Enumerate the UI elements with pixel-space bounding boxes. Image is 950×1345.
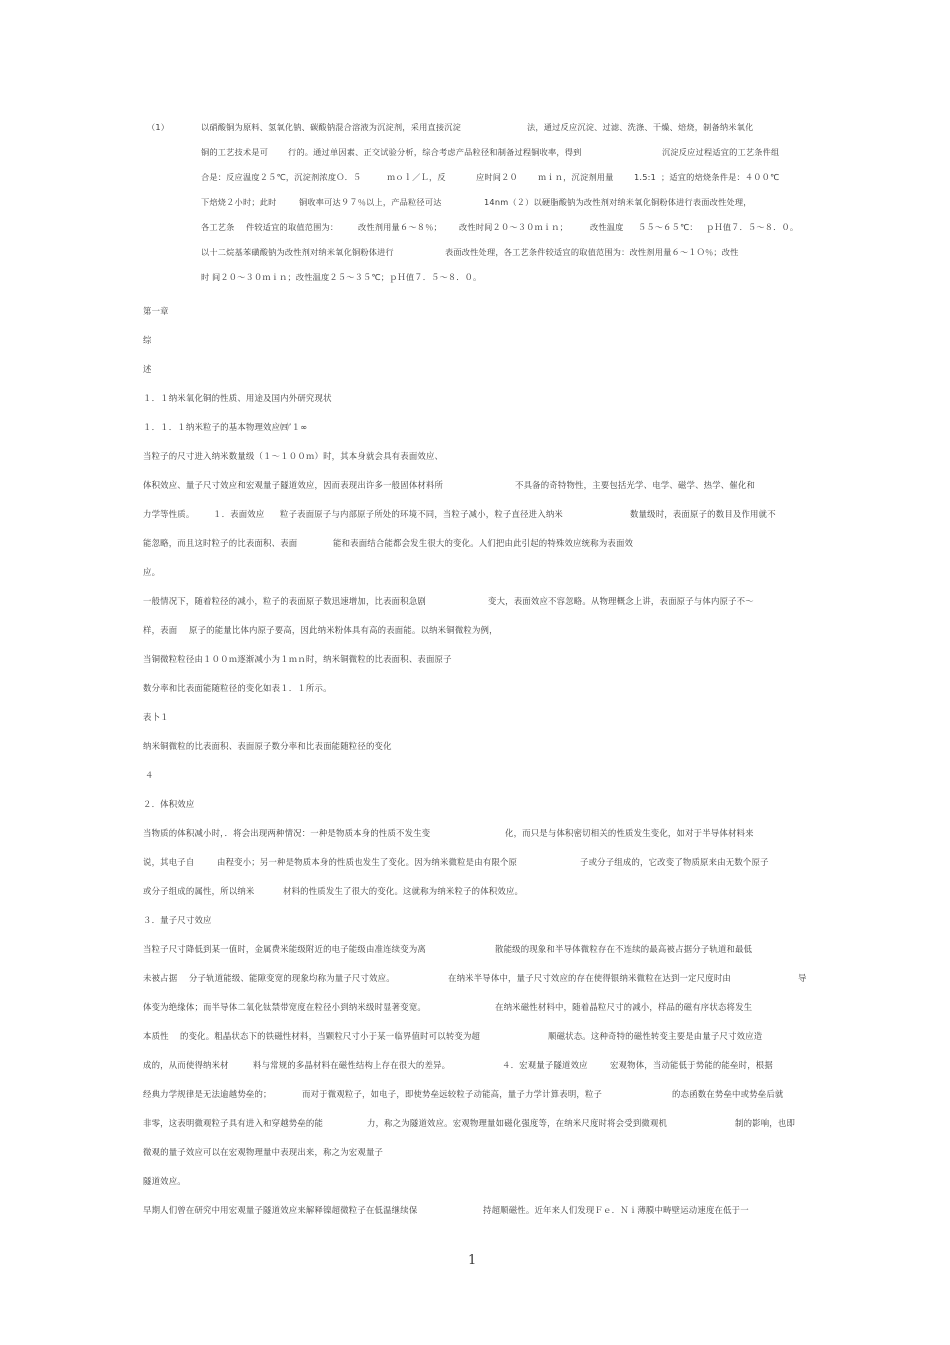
- text-segment: 14nm（２）以硬脂酸钠为改性剂对纳米氧化铜粉体进行表面改性处理，: [484, 197, 752, 207]
- text-segment: 材料的性质发生了很大的变化。这就称为纳米粒子的体积效应。: [283, 886, 524, 896]
- text-segment: 的态函数在势垒中或势垒后就: [672, 1089, 784, 1099]
- text-segment: 说，其电子自: [143, 857, 195, 867]
- text-segment: 非零，这表明微观粒子具有进入和穿越势垒的能: [143, 1118, 324, 1128]
- text-segment: 而对于微观粒子，如电子，即使势垒远较粒子动能高，量子力学计算表明，粒子: [302, 1089, 603, 1099]
- text-segment: ４: [145, 770, 154, 780]
- text-segment: ３．量子尺寸效应: [143, 915, 212, 925]
- text-segment: ；适宜的焙烧条件是：４００℃: [661, 172, 780, 182]
- text-segment: 铜收率可达９７％以上，产品粒径可达: [299, 197, 442, 207]
- text-segment: 综: [143, 335, 152, 345]
- text-segment: 成的，从而使得纳米材: [143, 1060, 229, 1070]
- text-segment: 改性时间２０～３０ｍｉｎ；: [459, 222, 569, 232]
- text-segment: 散能级的现象和半导体微粒存在不连续的最高被占据分子轨道和最低: [495, 944, 753, 954]
- text-segment: 粒子表面原子与内部原子所处的环境不同，当粒子减小，粒子直径进入纳米: [280, 509, 563, 519]
- text-segment: 改性剂用量６～８％；: [358, 222, 442, 232]
- text-segment: 合是：反应温度２５℃，沉淀剂浓度Ｏ．５: [201, 172, 362, 182]
- text-segment: 微观的量子效应可以在宏观物理量中表现出来，称之为宏观量子: [143, 1147, 384, 1157]
- text-segment: 1.5:1: [634, 172, 656, 182]
- text-segment: 体积效应、量子尺寸效应和宏观量子隧道效应，因而表现出许多一般固体材料所: [143, 480, 444, 490]
- text-segment: 述: [143, 364, 152, 374]
- text-segment: 一般情况下，随着粒径的减小，粒子的表面原子数迅速增加，比表面积急剧: [143, 596, 426, 606]
- text-segment: 体变为绝缘体；而半导体二氧化钛禁带宽度在粒径小到纳米级时显著变宽。: [143, 1002, 426, 1012]
- text-segment: 或分子组成的属性，所以纳米: [143, 886, 255, 896]
- text-segment: 隧道效应。: [143, 1176, 186, 1186]
- text-segment: 导: [798, 973, 807, 983]
- text-segment: ｍｏｌ／Ｌ，反: [387, 172, 446, 182]
- text-segment: ｍｉｎ，沉淀剂用量: [538, 172, 614, 182]
- text-segment: 沉淀反应过程适宜的工艺条件组: [662, 147, 780, 157]
- text-segment: １．１．１纳米粒子的基本物理效应㈣’１∞: [143, 422, 308, 432]
- text-segment: ５５～６５℃：: [638, 222, 698, 232]
- text-segment: 能和表面结合能都会发生很大的变化。人们把由此引起的特殊效应统称为表面效: [333, 538, 634, 548]
- text-segment: 化，而只是与体积密切相关的性质发生变化，如对于半导体材料来: [505, 828, 754, 838]
- text-segment: 数量级时，表面原子的数目及作用就不: [630, 509, 776, 519]
- text-segment: ｐＨ值７．５～８．０。: [706, 222, 799, 232]
- text-segment: 应时间２０: [476, 172, 518, 182]
- text-segment: 下焙烧２小时；此时: [201, 197, 277, 207]
- text-segment: 时: [201, 272, 210, 282]
- text-segment: 在纳米半导体中，量子尺寸效应的存在使得银纳米微粒在达到一定尺度时由: [448, 973, 731, 983]
- text-segment: 当物质的体积减小时，．将会出现两种情况：一种是物质本身的性质不发生变: [143, 828, 431, 838]
- text-segment: 以十二烷基苯磺酸钠为改性剂对纳米氧化铜粉体进行: [201, 247, 394, 257]
- text-segment: 本质性: [143, 1031, 169, 1041]
- text-segment: 数分率和比表面能随粒径的变化如表１．１所示。: [143, 683, 332, 693]
- text-segment: 各工艺条: [201, 222, 235, 232]
- text-segment: 当铜微粒粒径由１００ｍ逐渐减小为１ｍｎ时，纳米铜微粒的比表面积、表面原子: [143, 654, 452, 664]
- text-segment: 表卜１: [143, 712, 169, 722]
- text-segment: 宏观物体，当动能低于势能的能垒时，根据: [610, 1060, 773, 1070]
- text-segment: 由程变小；另一种是物质本身的性质也发生了变化。因为纳米微粒是由有限个原: [217, 857, 518, 867]
- text-segment: 应。: [143, 567, 161, 577]
- page-number: 1: [468, 1253, 477, 1268]
- text-segment: 经典力学规律是无法逾越势垒的；: [143, 1089, 272, 1099]
- text-segment: 法，通过反应沉淀、过滤、洗涤、干燥、焙烧，制备纳米氧化: [527, 122, 754, 132]
- text-segment: 以硝酸铜为原料、氢氧化钠、碳酸钠混合溶液为沉淀剂，采用直接沉淀: [201, 122, 462, 132]
- text-segment: １．１纳米氧化铜的性质、用途及国内外研究现状: [143, 393, 332, 403]
- text-segment: ２．体积效应: [143, 799, 195, 809]
- text-segment: 的变化。粗晶状态下的铁磁性材料，当颗粒尺寸小于某一临界值时可以转变为超: [180, 1031, 481, 1041]
- text-segment: 料与常规的多晶材料在磁性结构上存在很大的差异。: [253, 1060, 451, 1070]
- text-segment: 能忽略，而且这时粒子的比表面积、表面: [143, 538, 298, 548]
- text-segment: 子或分子组成的，它改变了物质原来由无数个原子: [580, 857, 769, 867]
- text-segment: 原子的能量比体内原子要高，因此纳米粉体具有高的表面能。以纳米铜微粒为例，: [189, 625, 498, 635]
- text-segment: 件较适宜的取值范围为：: [246, 222, 339, 232]
- text-segment: 制的影响，也即: [735, 1118, 796, 1128]
- text-segment: 分子轨道能级、能隙变宽的现象均称为量子尺寸效应。: [189, 973, 395, 983]
- text-segment: 样，表面: [143, 625, 178, 635]
- text-segment: 纳米铜微粒的比表面积、表面原子数分率和比表面能随粒径的变化: [143, 741, 392, 751]
- text-segment: 第一章: [143, 306, 169, 316]
- text-segment: 铜的工艺技术是可: [201, 147, 269, 157]
- text-segment: 当粒子尺寸降低到某一值时，金属费米能级附近的电子能级由准连续变为离: [143, 944, 426, 954]
- text-segment: 改性温度: [590, 222, 624, 232]
- text-segment: 顺磁状态。这种奇特的磁性转变主要是由量子尺寸效应造: [548, 1031, 763, 1041]
- text-segment: 不具备的奇特物性，主要包括光学、电学、磁学、热学、催化和: [515, 480, 756, 490]
- text-segment: 早期人们曾在研究中用宏观量子隧道效应来解释镍超微粒子在低温继续保: [143, 1205, 418, 1215]
- text-segment: 变大，表面效应不容忽略。从物理概念上讲，表面原子与体内原子不～: [488, 596, 754, 606]
- text-segment: 间２０～３０ｍｉｎ；改性温度２５～３５℃；ｐＨ值７．５～８．０。: [212, 272, 482, 282]
- intro-label: （1）: [147, 122, 170, 132]
- text-segment: 未被占据: [143, 973, 178, 983]
- text-segment: 表面改性处理，各工艺条件较适宜的取值范围为：改性剂用量６～１Ｏ％；改性: [445, 247, 739, 257]
- text-segment: ４．宏观量子隧道效应: [502, 1060, 588, 1070]
- text-segment: 力，称之为隧道效应。宏观物理量如磁化强度等，在纳米尺度时将会受到微观机: [367, 1118, 668, 1128]
- text-segment: １．表面效应: [213, 509, 265, 519]
- text-segment: 持超顺磁性。近年来人们发现Ｆｅ．Ｎｉ薄膜中畴壁运动速度在低于一: [483, 1205, 749, 1215]
- text-segment: 行的。通过单因素、正交试验分析，综合考虑产品粒径和制备过程铜收率，得到: [288, 147, 582, 157]
- text-segment: 当粒子的尺寸进入纳米数量级（１～１００ｍ）时，其本身就会具有表面效应、: [143, 451, 444, 461]
- text-segment: 力学等性质。: [143, 509, 195, 519]
- text-segment: 在纳米磁性材料中，随着晶粒尺寸的减小，样品的磁有序状态将发生: [495, 1002, 753, 1012]
